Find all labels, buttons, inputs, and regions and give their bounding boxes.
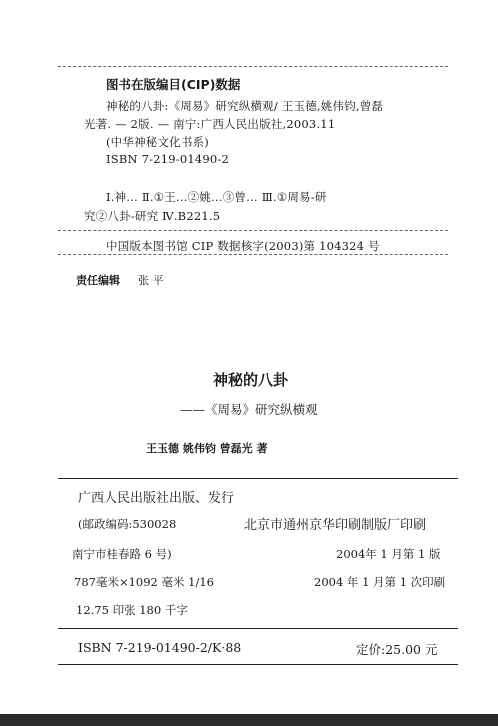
cip-record-line-1: 神秘的八卦:《周易》研究纵横观/ 王玉德,姚伟钧,曾磊: [106, 99, 384, 113]
book-subtitle: ——《周易》研究纵横观: [180, 402, 318, 417]
cip-heading: 图书在版编目(CIP)数据: [106, 77, 241, 92]
cip-record-line-2: 光著. — 2版. — 南宁:广西人民出版社,2003.11: [84, 117, 336, 131]
isbn-full: ISBN 7-219-01490-2/K·88: [78, 640, 242, 655]
format: 787毫米×1092 毫米 1/16: [74, 575, 214, 589]
printing: 2004 年 1 月第 1 次印刷: [314, 575, 446, 589]
cip-middle-divider: [58, 230, 448, 231]
editor-name: 张 平: [138, 274, 164, 287]
imprint-middle-rule: [58, 628, 458, 629]
postcode: (邮政编码:530028: [78, 517, 177, 531]
cip-top-divider: [58, 66, 448, 67]
cip-subject-line-1: Ⅰ.神… Ⅱ.①王…②姚…③曾… Ⅲ.①周易-研: [106, 190, 327, 204]
publisher: 广西人民出版社出版、发行: [78, 491, 235, 506]
book-title: 神秘的八卦: [213, 371, 289, 389]
imprint-bottom-rule: [58, 664, 458, 665]
price: 定价:25.00 元: [356, 642, 438, 657]
printer: 北京市通州京华印刷制版厂印刷: [244, 518, 427, 533]
address: 南宁市桂春路 6 号): [72, 547, 172, 561]
imprint-top-rule: [58, 478, 458, 479]
cip-subject-line-2: 究②八卦-研究 Ⅳ.B221.5: [84, 209, 221, 223]
edition: 2004年 1 月第 1 版: [336, 547, 441, 561]
cip-number: 中国版本图书馆 CIP 数据核字(2003)第 104324 号: [106, 239, 380, 253]
scan-bottom-edge: [0, 714, 498, 726]
cip-isbn: ISBN 7-219-01490-2: [106, 152, 230, 166]
editor-label: 责任编辑: [76, 274, 120, 287]
sheets: 12.75 印张 180 千字: [76, 603, 188, 617]
cip-series: (中华神秘文化书系): [106, 135, 209, 149]
cip-bottom-divider: [58, 254, 448, 255]
book-authors: 王玉德 姚伟钧 曾磊光 著: [146, 442, 268, 455]
